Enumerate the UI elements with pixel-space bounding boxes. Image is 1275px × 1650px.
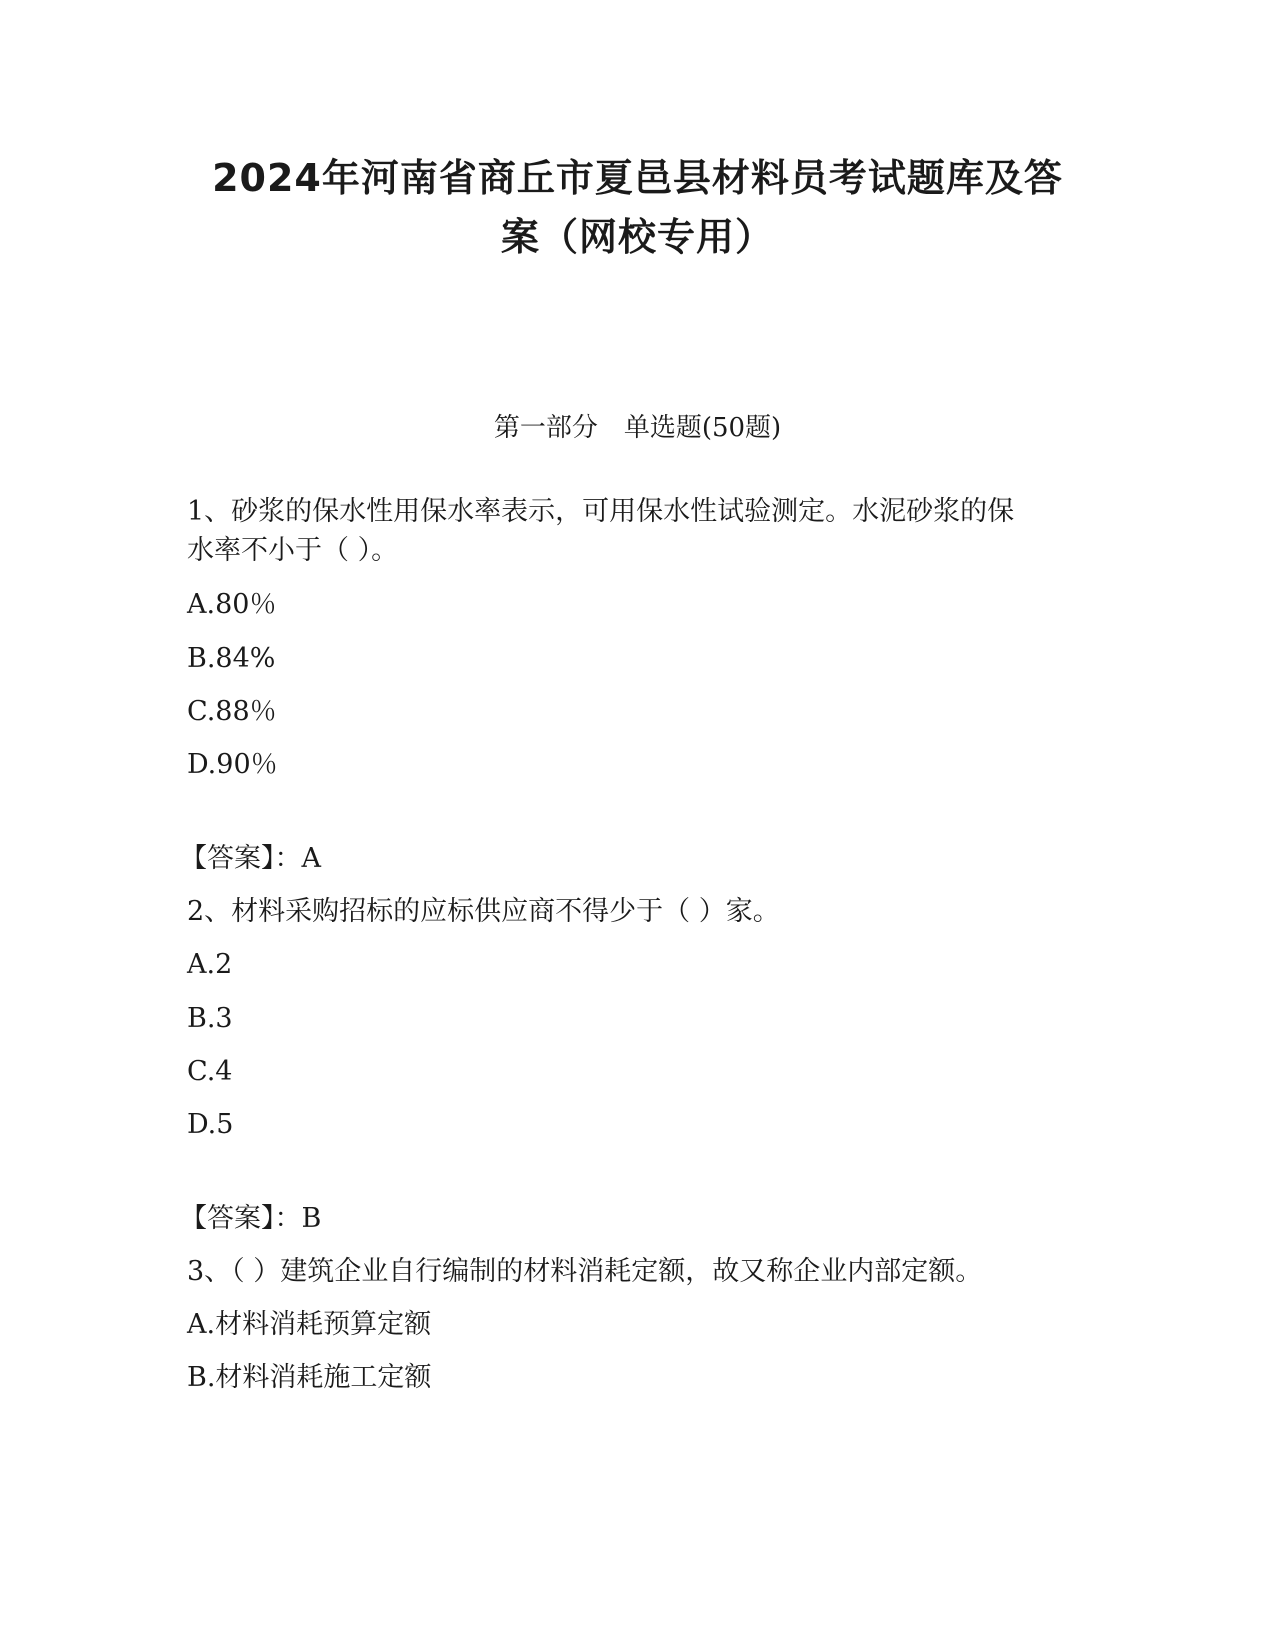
question-1-option-d: D.90％ bbox=[187, 749, 278, 780]
question-2-option-d: D.5 bbox=[187, 1109, 234, 1140]
question-1-option-b: B.84% bbox=[187, 643, 276, 674]
question-2-stem: 2、材料采购招标的应标供应商不得少于（ ）家。 bbox=[187, 896, 780, 927]
question-1-stem-line-2: 水率不小于（ ）。 bbox=[187, 535, 399, 566]
question-2-option-b: B.3 bbox=[187, 1003, 233, 1034]
question-3-option-b: B.材料消耗施工定额 bbox=[187, 1362, 432, 1393]
question-3-option-a: A.材料消耗预算定额 bbox=[187, 1309, 432, 1340]
document-title-line-2: 案（网校专用） bbox=[500, 215, 774, 259]
question-1-stem-line-1: 1、砂浆的保水性用保水率表示，可用保水性试验测定。水泥砂浆的保 bbox=[187, 496, 1015, 527]
question-2-option-c: C.4 bbox=[187, 1056, 233, 1087]
question-1-option-a: A.80％ bbox=[187, 589, 277, 620]
question-1-answer: 【答案】：A bbox=[180, 843, 321, 874]
document-title-line-1: 2024年河南省商丘市夏邑县材料员考试题库及答 bbox=[212, 156, 1063, 200]
question-2-option-a: A.2 bbox=[187, 949, 233, 980]
question-2-answer: 【答案】：B bbox=[180, 1203, 322, 1234]
question-1-option-c: C.88％ bbox=[187, 696, 277, 727]
question-3-stem: 3、（ ）建筑企业自行编制的材料消耗定额，故又称企业内部定额。 bbox=[187, 1256, 983, 1287]
section-heading: 第一部分 单选题(50题) bbox=[493, 413, 782, 443]
